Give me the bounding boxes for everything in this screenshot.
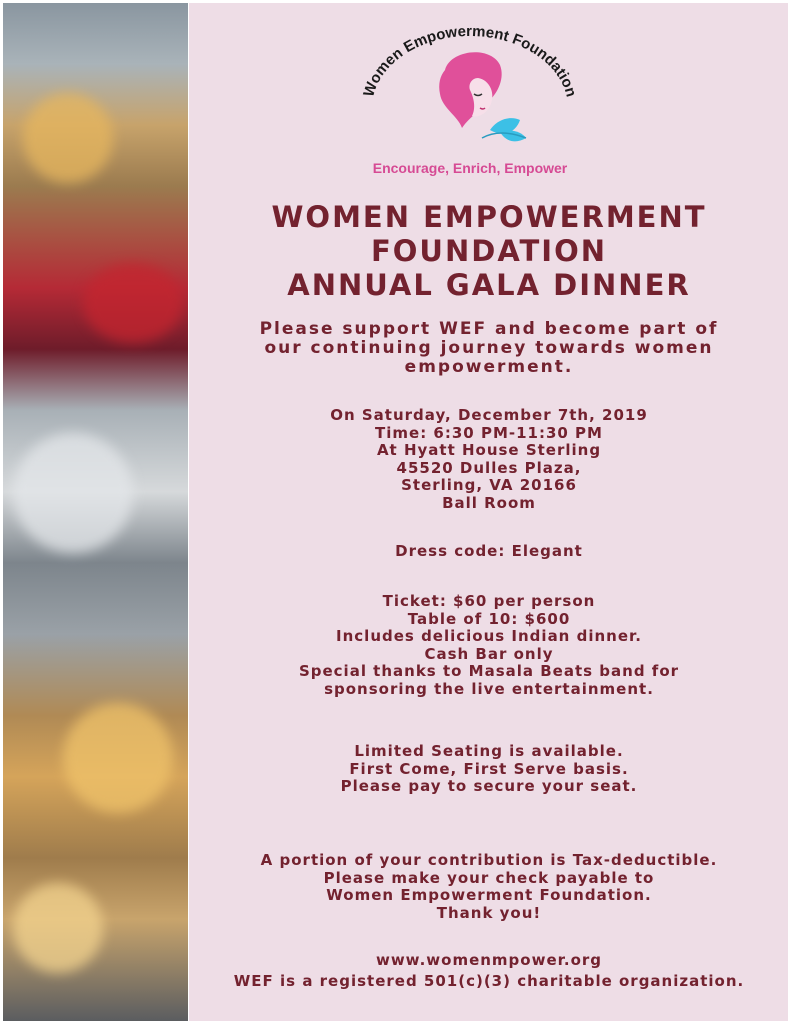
seating-info	[200, 743, 778, 796]
details-line: 45520 Dulles Plaza,	[396, 458, 582, 477]
intro-line: Please support WEF and become part of	[259, 319, 719, 339]
seating-line: Limited Seating is available.	[354, 742, 624, 760]
website-link-block	[200, 952, 778, 970]
details-line: Ball Room	[442, 493, 536, 512]
tax-line: Women Empowerment Foundation.	[326, 886, 652, 904]
dress-code	[200, 543, 778, 561]
ticket-info	[200, 593, 778, 698]
intro-text	[200, 320, 778, 377]
tax-line: A portion of your contribution is Tax-deductible.	[260, 851, 718, 869]
logo-arc-text: Women Empowerment Foundation	[360, 22, 580, 99]
title-line: ANNUAL GALA DINNER	[287, 268, 691, 302]
website-link[interactable]: www.womenmpower.org	[375, 951, 603, 969]
ticket-line: Table of 10: $600	[407, 609, 571, 628]
ticket-line: sponsoring the live entertainment.	[324, 679, 654, 698]
intro-line: empowerment.	[404, 357, 574, 377]
title-line: WOMEN EMPOWERMENT	[271, 200, 707, 234]
intro-line: our continuing journey towards women	[264, 338, 714, 358]
event-title	[200, 200, 778, 302]
tax-line: Please make your check payable to	[323, 868, 655, 887]
leaf-icon	[482, 118, 526, 141]
registration-note: WEF is a registered 501(c)(3) charitable organization.	[233, 972, 745, 990]
registration-note-block	[200, 973, 778, 991]
seating-line: First Come, First Serve basis.	[349, 759, 629, 778]
details-line: Sterling, VA 20166	[401, 476, 577, 494]
seating-line: Please pay to secure your seat.	[340, 777, 638, 795]
foundation-logo	[350, 20, 590, 160]
title-line: FOUNDATION	[370, 234, 608, 268]
woman-face-icon	[439, 52, 501, 128]
details-line: At Hyatt House Sterling	[376, 441, 602, 459]
event-details	[200, 407, 778, 512]
tax-line: Thank you!	[436, 903, 542, 922]
ticket-line: Includes delicious Indian dinner.	[336, 627, 642, 645]
ticket-line: Cash Bar only	[424, 644, 554, 663]
ticket-line: Special thanks to Masala Beats band for	[298, 662, 680, 680]
ornaments-photo	[3, 3, 188, 1021]
ticket-line: Ticket: $60 per person	[382, 592, 596, 610]
dress-code-line: Dress code: Elegant	[395, 542, 583, 560]
tagline: Encourage, Enrich, Empower	[372, 160, 568, 176]
details-line: Time: 6:30 PM-11:30 PM	[375, 423, 603, 442]
tax-info	[200, 852, 778, 922]
details-line: On Saturday, December 7th, 2019	[330, 406, 648, 424]
